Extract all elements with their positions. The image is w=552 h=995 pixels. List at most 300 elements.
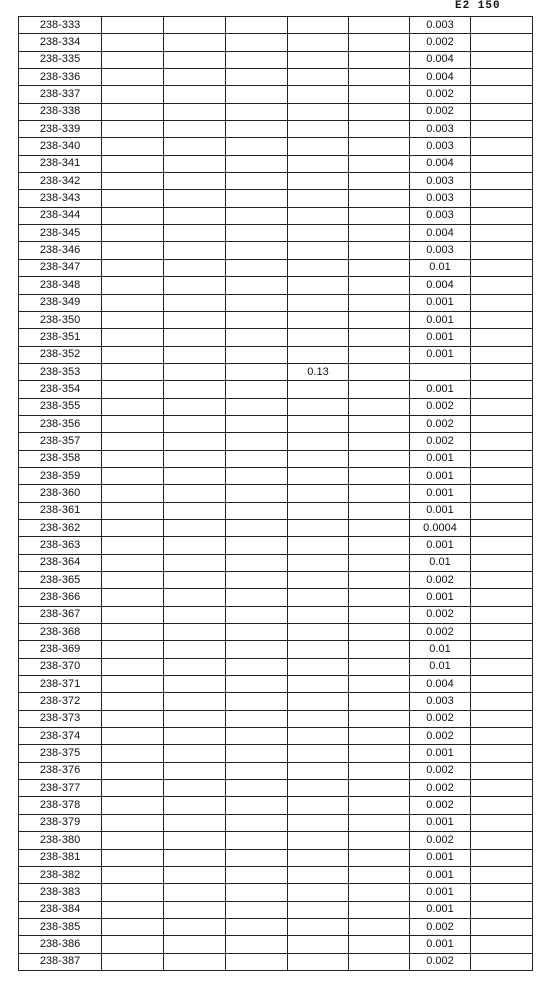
value-cell bbox=[102, 537, 164, 554]
value-cell bbox=[102, 676, 164, 693]
sample-id-cell: 238-352 bbox=[19, 346, 102, 363]
value-cell bbox=[349, 693, 410, 710]
value-cell bbox=[471, 329, 533, 346]
table-row bbox=[19, 242, 533, 259]
value-cell bbox=[288, 311, 349, 328]
value-cell bbox=[288, 415, 349, 432]
value-cell bbox=[164, 433, 226, 450]
value-cell bbox=[164, 953, 226, 970]
value-cell: 0.01 bbox=[410, 259, 471, 276]
sample-id-cell: 238-384 bbox=[19, 901, 102, 918]
value-cell bbox=[471, 554, 533, 571]
table-row bbox=[19, 381, 533, 398]
value-cell bbox=[471, 155, 533, 172]
table-row bbox=[19, 693, 533, 710]
value-cell: 0.003 bbox=[410, 138, 471, 155]
value-cell: 0.002 bbox=[410, 433, 471, 450]
sample-id-cell: 238-340 bbox=[19, 138, 102, 155]
value-cell bbox=[288, 259, 349, 276]
table-row bbox=[19, 606, 533, 623]
value-cell bbox=[226, 225, 288, 242]
sample-id-cell: 238-379 bbox=[19, 814, 102, 831]
value-cell bbox=[164, 537, 226, 554]
value-cell bbox=[102, 346, 164, 363]
value-cell bbox=[471, 363, 533, 380]
value-cell bbox=[471, 953, 533, 970]
table-row bbox=[19, 433, 533, 450]
sample-id-cell: 238-386 bbox=[19, 936, 102, 953]
sample-id-cell: 238-341 bbox=[19, 155, 102, 172]
value-cell bbox=[349, 363, 410, 380]
value-cell bbox=[226, 467, 288, 484]
value-cell bbox=[471, 658, 533, 675]
table-row bbox=[19, 329, 533, 346]
value-cell bbox=[471, 572, 533, 589]
sample-id-cell: 238-333 bbox=[19, 17, 102, 34]
value-cell bbox=[471, 173, 533, 190]
value-cell: 0.001 bbox=[410, 485, 471, 502]
value-cell bbox=[102, 953, 164, 970]
value-cell bbox=[349, 155, 410, 172]
value-cell bbox=[471, 832, 533, 849]
value-cell bbox=[102, 624, 164, 641]
table-row bbox=[19, 103, 533, 120]
value-cell: 0.004 bbox=[410, 51, 471, 68]
table-row bbox=[19, 363, 533, 380]
value-cell bbox=[349, 554, 410, 571]
value-cell bbox=[288, 485, 349, 502]
value-cell bbox=[164, 363, 226, 380]
value-cell: 0.003 bbox=[410, 17, 471, 34]
sample-id-cell: 238-371 bbox=[19, 676, 102, 693]
value-cell bbox=[288, 121, 349, 138]
table-row bbox=[19, 641, 533, 658]
value-cell: 0.003 bbox=[410, 190, 471, 207]
value-cell bbox=[164, 294, 226, 311]
value-cell bbox=[102, 242, 164, 259]
value-cell bbox=[471, 519, 533, 536]
value-cell bbox=[102, 259, 164, 276]
value-cell bbox=[288, 450, 349, 467]
table-row bbox=[19, 572, 533, 589]
value-cell bbox=[349, 676, 410, 693]
value-cell: 0.002 bbox=[410, 780, 471, 797]
sample-id-cell: 238-343 bbox=[19, 190, 102, 207]
value-cell bbox=[102, 69, 164, 86]
value-cell: 0.002 bbox=[410, 797, 471, 814]
value-cell bbox=[226, 138, 288, 155]
value-cell bbox=[471, 745, 533, 762]
value-cell bbox=[164, 849, 226, 866]
value-cell bbox=[102, 329, 164, 346]
value-cell bbox=[288, 155, 349, 172]
table-row bbox=[19, 467, 533, 484]
value-cell bbox=[226, 17, 288, 34]
value-cell bbox=[226, 485, 288, 502]
value-cell bbox=[164, 814, 226, 831]
value-cell bbox=[288, 745, 349, 762]
value-cell bbox=[471, 936, 533, 953]
value-cell bbox=[226, 381, 288, 398]
value-cell bbox=[349, 502, 410, 519]
value-cell bbox=[471, 606, 533, 623]
value-cell: 0.001 bbox=[410, 866, 471, 883]
value-cell bbox=[164, 34, 226, 51]
value-cell: 0.01 bbox=[410, 658, 471, 675]
value-cell bbox=[349, 866, 410, 883]
sample-id-cell: 238-342 bbox=[19, 173, 102, 190]
value-cell bbox=[102, 34, 164, 51]
value-cell bbox=[288, 34, 349, 51]
value-cell bbox=[102, 398, 164, 415]
value-cell bbox=[471, 294, 533, 311]
value-cell bbox=[349, 953, 410, 970]
value-cell bbox=[471, 676, 533, 693]
sample-id-cell: 238-363 bbox=[19, 537, 102, 554]
value-cell: 0.004 bbox=[410, 69, 471, 86]
table-body bbox=[19, 17, 533, 971]
value-cell: 0.002 bbox=[410, 415, 471, 432]
value-cell bbox=[471, 242, 533, 259]
table-row bbox=[19, 346, 533, 363]
value-cell: 0.002 bbox=[410, 34, 471, 51]
value-cell bbox=[288, 207, 349, 224]
sample-id-cell: 238-368 bbox=[19, 624, 102, 641]
value-cell bbox=[288, 936, 349, 953]
value-cell: 0.002 bbox=[410, 953, 471, 970]
table-row bbox=[19, 502, 533, 519]
value-cell bbox=[164, 884, 226, 901]
value-cell bbox=[226, 780, 288, 797]
value-cell bbox=[349, 225, 410, 242]
value-cell: 0.003 bbox=[410, 173, 471, 190]
sample-id-cell: 238-345 bbox=[19, 225, 102, 242]
value-cell bbox=[349, 572, 410, 589]
value-cell bbox=[349, 34, 410, 51]
value-cell bbox=[288, 624, 349, 641]
value-cell bbox=[471, 86, 533, 103]
value-cell bbox=[288, 797, 349, 814]
value-cell bbox=[164, 467, 226, 484]
value-cell bbox=[164, 641, 226, 658]
value-cell: 0.002 bbox=[410, 398, 471, 415]
value-cell bbox=[226, 121, 288, 138]
value-cell bbox=[102, 155, 164, 172]
value-cell: 0.002 bbox=[410, 86, 471, 103]
sample-id-cell: 238-380 bbox=[19, 832, 102, 849]
value-cell: 0.003 bbox=[410, 207, 471, 224]
sample-id-cell: 238-383 bbox=[19, 884, 102, 901]
value-cell bbox=[349, 329, 410, 346]
value-cell: 0.001 bbox=[410, 814, 471, 831]
sample-id-cell: 238-351 bbox=[19, 329, 102, 346]
value-cell bbox=[471, 918, 533, 935]
value-cell bbox=[349, 745, 410, 762]
value-cell bbox=[349, 710, 410, 727]
value-cell bbox=[102, 606, 164, 623]
sample-id-cell: 238-366 bbox=[19, 589, 102, 606]
value-cell bbox=[349, 381, 410, 398]
sample-id-cell: 238-337 bbox=[19, 86, 102, 103]
table-row bbox=[19, 832, 533, 849]
value-cell bbox=[349, 121, 410, 138]
value-cell: 0.01 bbox=[410, 554, 471, 571]
value-cell bbox=[102, 762, 164, 779]
value-cell bbox=[349, 207, 410, 224]
value-cell bbox=[471, 780, 533, 797]
value-cell bbox=[102, 363, 164, 380]
value-cell bbox=[349, 294, 410, 311]
value-cell bbox=[471, 69, 533, 86]
value-cell bbox=[226, 415, 288, 432]
value-cell: 0.001 bbox=[410, 901, 471, 918]
value-cell bbox=[288, 329, 349, 346]
sample-id-cell: 238-354 bbox=[19, 381, 102, 398]
sample-id-cell: 238-358 bbox=[19, 450, 102, 467]
value-cell bbox=[226, 710, 288, 727]
value-cell bbox=[288, 17, 349, 34]
value-cell bbox=[288, 589, 349, 606]
table-row bbox=[19, 554, 533, 571]
sample-id-cell: 238-387 bbox=[19, 953, 102, 970]
sample-id-cell: 238-336 bbox=[19, 69, 102, 86]
value-cell bbox=[164, 745, 226, 762]
value-cell bbox=[349, 485, 410, 502]
sample-id-cell: 238-344 bbox=[19, 207, 102, 224]
value-cell bbox=[164, 51, 226, 68]
value-cell bbox=[349, 86, 410, 103]
value-cell bbox=[288, 849, 349, 866]
table-row bbox=[19, 519, 533, 536]
table-row bbox=[19, 537, 533, 554]
value-cell: 0.002 bbox=[410, 103, 471, 120]
value-cell bbox=[102, 86, 164, 103]
value-cell: 0.004 bbox=[410, 225, 471, 242]
value-cell: 0.002 bbox=[410, 762, 471, 779]
value-cell: 0.001 bbox=[410, 745, 471, 762]
value-cell: 0.002 bbox=[410, 918, 471, 935]
value-cell: 0.003 bbox=[410, 242, 471, 259]
value-cell bbox=[164, 450, 226, 467]
value-cell: 0.001 bbox=[410, 311, 471, 328]
value-cell: 0.003 bbox=[410, 693, 471, 710]
sample-id-cell: 238-374 bbox=[19, 728, 102, 745]
table-row bbox=[19, 155, 533, 172]
value-cell bbox=[164, 693, 226, 710]
table-row bbox=[19, 797, 533, 814]
sample-id-cell: 238-370 bbox=[19, 658, 102, 675]
value-cell bbox=[226, 294, 288, 311]
value-cell bbox=[102, 433, 164, 450]
value-cell bbox=[288, 606, 349, 623]
value-cell bbox=[226, 676, 288, 693]
value-cell bbox=[349, 832, 410, 849]
value-cell bbox=[288, 866, 349, 883]
value-cell bbox=[164, 121, 226, 138]
value-cell bbox=[349, 728, 410, 745]
value-cell bbox=[226, 936, 288, 953]
sample-results-table bbox=[18, 16, 533, 971]
value-cell bbox=[226, 519, 288, 536]
value-cell bbox=[226, 329, 288, 346]
value-cell bbox=[102, 519, 164, 536]
sample-id-cell: 238-346 bbox=[19, 242, 102, 259]
table-row bbox=[19, 814, 533, 831]
value-cell bbox=[164, 485, 226, 502]
sample-id-cell: 238-338 bbox=[19, 103, 102, 120]
value-cell bbox=[164, 502, 226, 519]
page-number: E2 150 bbox=[455, 0, 501, 12]
value-cell bbox=[102, 121, 164, 138]
value-cell bbox=[226, 589, 288, 606]
value-cell: 0.003 bbox=[410, 121, 471, 138]
value-cell bbox=[471, 381, 533, 398]
value-cell bbox=[164, 589, 226, 606]
table-row bbox=[19, 676, 533, 693]
value-cell bbox=[349, 606, 410, 623]
value-cell bbox=[226, 207, 288, 224]
value-cell bbox=[226, 641, 288, 658]
value-cell bbox=[164, 242, 226, 259]
value-cell: 0.002 bbox=[410, 624, 471, 641]
value-cell bbox=[349, 17, 410, 34]
table-row bbox=[19, 918, 533, 935]
value-cell: 0.13 bbox=[288, 363, 349, 380]
value-cell bbox=[164, 832, 226, 849]
value-cell bbox=[226, 797, 288, 814]
table-row bbox=[19, 936, 533, 953]
value-cell bbox=[102, 173, 164, 190]
table-row bbox=[19, 658, 533, 675]
value-cell bbox=[226, 259, 288, 276]
value-cell bbox=[349, 346, 410, 363]
value-cell bbox=[349, 259, 410, 276]
value-cell bbox=[349, 797, 410, 814]
value-cell bbox=[471, 190, 533, 207]
table-row bbox=[19, 34, 533, 51]
value-cell bbox=[102, 467, 164, 484]
value-cell bbox=[471, 866, 533, 883]
value-cell bbox=[349, 624, 410, 641]
value-cell bbox=[288, 762, 349, 779]
table-row bbox=[19, 485, 533, 502]
value-cell bbox=[288, 537, 349, 554]
sample-id-cell: 238-375 bbox=[19, 745, 102, 762]
sample-id-cell: 238-385 bbox=[19, 918, 102, 935]
value-cell bbox=[471, 537, 533, 554]
table-row bbox=[19, 294, 533, 311]
value-cell bbox=[288, 138, 349, 155]
value-cell bbox=[471, 641, 533, 658]
value-cell bbox=[471, 138, 533, 155]
value-cell: 0.002 bbox=[410, 710, 471, 727]
value-cell: 0.002 bbox=[410, 832, 471, 849]
value-cell bbox=[288, 918, 349, 935]
value-cell bbox=[102, 728, 164, 745]
value-cell bbox=[349, 415, 410, 432]
table-row bbox=[19, 884, 533, 901]
value-cell bbox=[288, 103, 349, 120]
value-cell bbox=[288, 225, 349, 242]
value-cell bbox=[226, 866, 288, 883]
value-cell bbox=[102, 641, 164, 658]
sample-id-cell: 238-349 bbox=[19, 294, 102, 311]
value-cell bbox=[471, 710, 533, 727]
value-cell bbox=[288, 780, 349, 797]
sample-id-cell: 238-334 bbox=[19, 34, 102, 51]
table-row bbox=[19, 86, 533, 103]
value-cell bbox=[471, 225, 533, 242]
sample-id-cell: 238-348 bbox=[19, 277, 102, 294]
value-cell bbox=[349, 641, 410, 658]
value-cell bbox=[349, 762, 410, 779]
value-cell bbox=[349, 936, 410, 953]
value-cell bbox=[164, 554, 226, 571]
value-cell: 0.002 bbox=[410, 572, 471, 589]
value-cell: 0.001 bbox=[410, 849, 471, 866]
value-cell bbox=[288, 294, 349, 311]
value-cell bbox=[471, 849, 533, 866]
value-cell bbox=[288, 953, 349, 970]
value-cell bbox=[471, 398, 533, 415]
value-cell bbox=[349, 398, 410, 415]
table-row bbox=[19, 780, 533, 797]
value-cell bbox=[226, 762, 288, 779]
value-cell bbox=[288, 901, 349, 918]
value-cell bbox=[410, 363, 471, 380]
value-cell bbox=[102, 502, 164, 519]
value-cell bbox=[288, 554, 349, 571]
value-cell bbox=[226, 433, 288, 450]
value-cell: 0.001 bbox=[410, 346, 471, 363]
value-cell bbox=[349, 519, 410, 536]
value-cell bbox=[102, 138, 164, 155]
value-cell bbox=[226, 884, 288, 901]
value-cell bbox=[226, 69, 288, 86]
value-cell bbox=[226, 572, 288, 589]
value-cell bbox=[471, 624, 533, 641]
value-cell bbox=[102, 658, 164, 675]
value-cell bbox=[471, 814, 533, 831]
table-row bbox=[19, 398, 533, 415]
value-cell bbox=[226, 242, 288, 259]
value-cell bbox=[288, 676, 349, 693]
value-cell bbox=[164, 676, 226, 693]
value-cell bbox=[164, 225, 226, 242]
sample-id-cell: 238-381 bbox=[19, 849, 102, 866]
value-cell bbox=[102, 884, 164, 901]
table-row bbox=[19, 311, 533, 328]
value-cell bbox=[164, 624, 226, 641]
value-cell bbox=[226, 346, 288, 363]
value-cell: 0.001 bbox=[410, 502, 471, 519]
value-cell bbox=[102, 381, 164, 398]
table-row bbox=[19, 225, 533, 242]
value-cell bbox=[288, 86, 349, 103]
table-row bbox=[19, 415, 533, 432]
value-cell bbox=[226, 502, 288, 519]
value-cell bbox=[102, 554, 164, 571]
value-cell bbox=[471, 884, 533, 901]
sample-id-cell: 238-367 bbox=[19, 606, 102, 623]
value-cell bbox=[226, 537, 288, 554]
value-cell bbox=[349, 450, 410, 467]
value-cell bbox=[288, 433, 349, 450]
value-cell bbox=[349, 173, 410, 190]
value-cell bbox=[349, 814, 410, 831]
value-cell bbox=[164, 797, 226, 814]
value-cell bbox=[226, 901, 288, 918]
